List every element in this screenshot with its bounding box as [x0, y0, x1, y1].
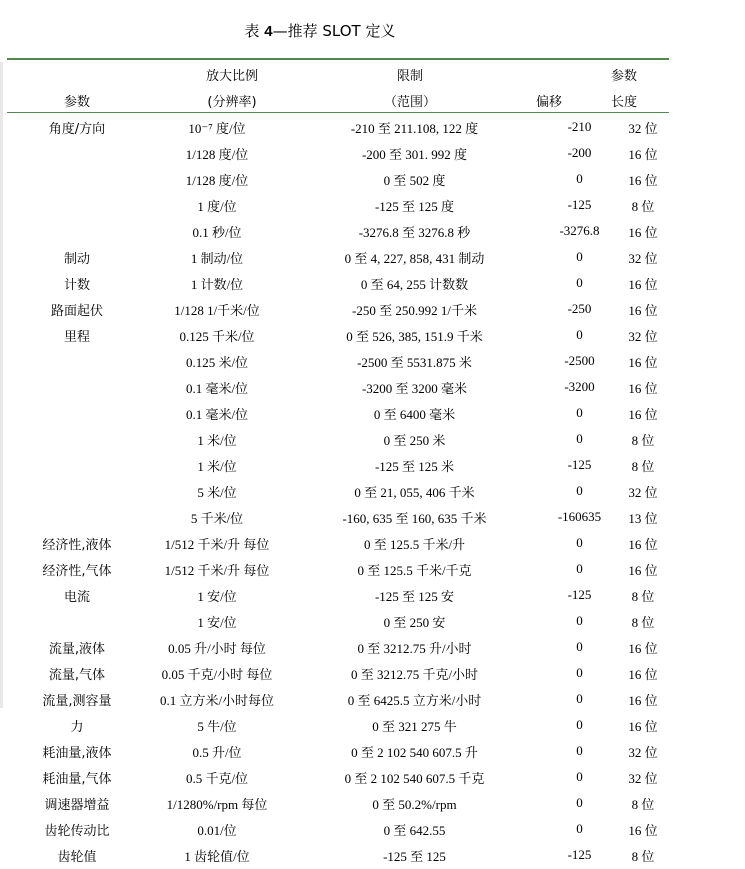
table-row [7, 634, 669, 660]
limit-cell: 0 至 2 102 540 607.5 升 [351, 744, 478, 760]
offset-cell: 0 [576, 171, 583, 186]
title-prefix: 表 [244, 22, 265, 40]
limit-cell: 0 至 3212.75 升/小时 [357, 640, 472, 656]
offset-cell: -3200 [564, 379, 595, 394]
offset-cell: 0 [576, 639, 583, 654]
scale-cell: 1/128 度/位 [185, 172, 249, 188]
scale-cell: 1/128 度/位 [185, 146, 249, 162]
table-row [7, 504, 669, 530]
table-row [7, 244, 669, 270]
length-cell: 8 位 [631, 614, 655, 630]
header-scale-line1: 放大比例 [205, 69, 259, 84]
table-title [0, 20, 640, 41]
param-cell [7, 192, 147, 218]
limit-cell: 0 至 64, 255 计数数 [360, 276, 469, 292]
scale-cell: 0.125 千米/位 [179, 328, 255, 344]
table-row [7, 348, 669, 374]
table-row [7, 712, 669, 738]
param-cell [7, 608, 147, 634]
offset-cell: -125 [567, 847, 592, 862]
offset-cell: 0 [576, 535, 583, 550]
param-cell: 经济性,气体 [42, 563, 112, 579]
scale-cell: 1 度/位 [197, 198, 237, 214]
limit-cell: 0 至 250 安 [383, 614, 446, 630]
param-cell [7, 452, 147, 478]
limit-cell: -125 至 125 安 [374, 588, 455, 604]
title-number: 4 [264, 23, 273, 40]
param-cell [7, 166, 147, 192]
table-row [7, 686, 669, 712]
limit-cell: 0 至 21, 055, 406 千米 [354, 484, 475, 500]
scale-cell: 0.5 升/位 [192, 744, 242, 760]
param-cell [7, 400, 147, 426]
param-cell: 里程 [63, 329, 90, 345]
param-cell [7, 140, 147, 166]
scale-cell: 0.1 毫米/位 [185, 406, 249, 422]
length-cell: 32 位 [628, 744, 658, 760]
param-cell: 流量,液体 [48, 641, 106, 657]
length-cell: 16 位 [628, 380, 658, 396]
param-cell: 路面起伏 [50, 303, 103, 319]
param-cell [7, 218, 147, 244]
table-row [7, 218, 669, 244]
table-row [7, 582, 669, 608]
scale-cell: 1/512 千米/升 每位 [164, 536, 270, 552]
length-cell: 32 位 [628, 120, 658, 136]
limit-cell: 0 至 6400 毫米 [373, 406, 456, 422]
scale-cell: 1 安/位 [197, 588, 237, 604]
param-cell: 力 [70, 719, 84, 735]
length-cell: 16 位 [628, 692, 658, 708]
offset-cell: -125 [567, 457, 592, 472]
scale-cell: 1/1280%/rpm 每位 [166, 796, 268, 812]
offset-cell: 0 [576, 821, 583, 836]
param-cell: 耗油量,气体 [42, 771, 112, 787]
length-cell: 8 位 [631, 432, 655, 448]
offset-cell: -250 [567, 301, 592, 316]
slot-table [7, 114, 669, 868]
scale-cell: 5 千米/位 [190, 510, 244, 526]
scale-cell: 0.05 升/小时 每位 [168, 640, 266, 656]
offset-cell: 0 [576, 743, 583, 758]
limit-cell: 0 至 642.55 [383, 822, 446, 838]
limit-cell: 0 至 6425.5 立方米/小时 [347, 692, 482, 708]
table-row [7, 530, 669, 556]
header-scale-line2: (分辨率) [207, 95, 257, 110]
offset-cell: 0 [576, 795, 583, 810]
limit-cell: -3276.8 至 3276.8 秒 [358, 224, 471, 240]
limit-cell: 0 至 4, 227, 858, 431 制动 [344, 250, 485, 266]
length-cell: 8 位 [631, 458, 655, 474]
offset-cell: -3276.8 [559, 223, 600, 238]
param-cell: 流量,气体 [48, 667, 106, 683]
table-row [7, 660, 669, 686]
table-row [7, 764, 669, 790]
length-cell: 16 位 [628, 406, 658, 422]
offset-cell: 0 [576, 431, 583, 446]
param-cell: 计数 [63, 277, 90, 293]
limit-cell: 0 至 321 275 牛 [372, 718, 457, 734]
length-cell: 16 位 [628, 562, 658, 578]
limit-cell: -250 至 250.992 1/千米 [352, 302, 477, 318]
scale-cell: 0.01/位 [197, 822, 237, 838]
param-cell [7, 478, 147, 504]
slot-table-body [7, 114, 669, 868]
length-cell: 16 位 [628, 276, 658, 292]
param-cell [7, 374, 147, 400]
limit-cell: 0 至 526, 385, 151.9 千米 [346, 328, 483, 344]
length-cell: 13 位 [628, 510, 658, 526]
table-row [7, 296, 669, 322]
table-row [7, 842, 669, 868]
length-cell: 32 位 [628, 484, 658, 500]
table-header [0, 62, 700, 110]
param-cell [7, 348, 147, 374]
offset-cell: 0 [576, 275, 583, 290]
length-cell: 32 位 [628, 250, 658, 266]
scale-cell: 5 米/位 [197, 484, 237, 500]
scale-cell: 1 安/位 [197, 614, 237, 630]
length-cell: 32 位 [628, 770, 658, 786]
param-cell: 角度/方向 [48, 121, 106, 137]
length-cell: 8 位 [631, 588, 655, 604]
limit-cell: -210 至 211.108, 122 度 [350, 120, 479, 136]
offset-cell: 0 [576, 249, 583, 264]
table-row [7, 790, 669, 816]
scale-cell: 0.1 毫米/位 [185, 380, 249, 396]
limit-cell: 0 至 2 102 540 607.5 千克 [344, 770, 485, 786]
header-offset: 偏移 [535, 95, 563, 110]
length-cell: 16 位 [628, 224, 658, 240]
header-limit-line1: 限制 [396, 69, 424, 84]
header-length-line2: 长度 [610, 95, 638, 110]
scale-cell: 0.5 千克/位 [185, 770, 249, 786]
table-row [7, 322, 669, 348]
scale-cell: 0.1 立方米/小时每位 [159, 692, 275, 708]
offset-cell: 0 [576, 691, 583, 706]
param-cell: 耗油量,液体 [42, 745, 112, 761]
offset-cell: 0 [576, 665, 583, 680]
scale-cell: 0.1 秒/位 [192, 224, 242, 240]
scale-cell: 1 制动/位 [190, 250, 244, 266]
scale-cell: 1 米/位 [197, 432, 237, 448]
length-cell: 16 位 [628, 666, 658, 682]
limit-cell: 0 至 502 度 [383, 172, 446, 188]
table-row [7, 556, 669, 582]
length-cell: 16 位 [628, 536, 658, 552]
scale-cell: 1 米/位 [197, 458, 237, 474]
length-cell: 8 位 [631, 796, 655, 812]
table-row [7, 374, 669, 400]
table-row [7, 270, 669, 296]
scale-cell: 5 牛/位 [197, 718, 237, 734]
length-cell: 16 位 [628, 302, 658, 318]
scale-cell: 1 计数/位 [190, 276, 244, 292]
length-cell: 16 位 [628, 640, 658, 656]
limit-cell: 0 至 125.5 千米/升 [363, 536, 466, 552]
length-cell: 8 位 [631, 848, 655, 864]
offset-cell: -2500 [564, 353, 595, 368]
length-cell: 16 位 [628, 146, 658, 162]
limit-cell: 0 至 3212.75 千克/小时 [350, 666, 479, 682]
offset-cell: 0 [576, 405, 583, 420]
param-cell: 齿轮传动比 [44, 823, 110, 839]
length-cell: 16 位 [628, 354, 658, 370]
header-rule [7, 112, 669, 113]
scale-cell: 1/512 千米/升 每位 [164, 562, 270, 578]
length-cell: 16 位 [628, 172, 658, 188]
limit-cell: -125 至 125 度 [374, 198, 455, 214]
limit-cell: 0 至 125.5 千米/千克 [357, 562, 472, 578]
header-length-line1: 参数 [610, 69, 638, 84]
param-cell: 齿轮值 [57, 849, 97, 865]
limit-cell: -160, 635 至 160, 635 千米 [342, 510, 487, 526]
scale-cell: 1/128 1/千米/位 [174, 302, 260, 318]
table-row [7, 166, 669, 192]
header-param: 参数 [63, 95, 91, 110]
limit-cell: 0 至 250 米 [383, 432, 446, 448]
limit-cell: -3200 至 3200 毫米 [361, 380, 468, 396]
table-row [7, 192, 669, 218]
length-cell: 8 位 [631, 198, 655, 214]
table-row [7, 400, 669, 426]
table-row [7, 478, 669, 504]
table-row [7, 140, 669, 166]
param-cell: 流量,测容量 [42, 693, 112, 709]
param-cell [7, 426, 147, 452]
offset-cell: -200 [567, 145, 592, 160]
offset-cell: 0 [576, 327, 583, 342]
offset-cell: 0 [576, 717, 583, 732]
param-cell [7, 504, 147, 530]
table-row [7, 608, 669, 634]
scale-cell: 0.05 千克/小时 每位 [161, 666, 273, 682]
param-cell: 制动 [63, 251, 90, 267]
limit-cell: -125 至 125 [383, 848, 446, 864]
offset-cell: 0 [576, 769, 583, 784]
offset-cell: 0 [576, 483, 583, 498]
scale-cell: 0.125 米/位 [185, 354, 249, 370]
title-suffix: —推荐 SLOT 定义 [272, 22, 396, 40]
length-cell: 16 位 [628, 718, 658, 734]
table-row [7, 816, 669, 842]
param-cell: 电流 [63, 589, 90, 605]
left-margin-shade [0, 62, 3, 708]
offset-cell: -125 [567, 197, 592, 212]
table-row [7, 738, 669, 764]
param-cell: 经济性,液体 [42, 537, 112, 553]
top-rule [7, 58, 669, 60]
limit-cell: -125 至 125 米 [374, 458, 455, 474]
table-row [7, 426, 669, 452]
header-limit-line2: （范围） [383, 95, 437, 110]
scale-cell: 10⁻⁷ 度/位 [188, 120, 246, 136]
offset-cell: -160635 [557, 509, 602, 524]
limit-cell: 0 至 50.2%/rpm [372, 796, 457, 812]
offset-cell: 0 [576, 561, 583, 576]
limit-cell: -200 至 301. 992 度 [361, 146, 468, 162]
length-cell: 16 位 [628, 822, 658, 838]
offset-cell: 0 [576, 613, 583, 628]
scale-cell: 1 齿轮值/位 [184, 848, 250, 864]
offset-cell: -125 [567, 587, 592, 602]
offset-cell: -210 [567, 119, 592, 134]
length-cell: 32 位 [628, 328, 658, 344]
limit-cell: -2500 至 5531.875 米 [357, 354, 472, 370]
param-cell: 调速器增益 [44, 797, 110, 813]
table-row [7, 452, 669, 478]
table-row [7, 114, 669, 140]
